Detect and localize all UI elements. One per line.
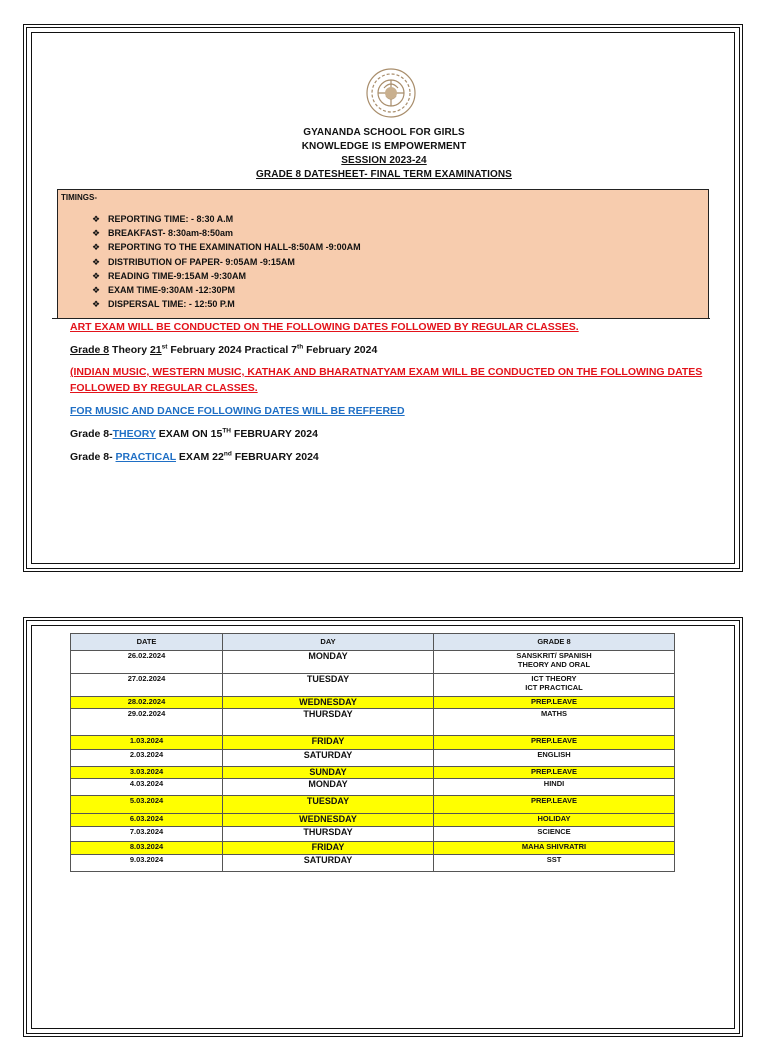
day-cell	[223, 855, 434, 872]
table-row	[71, 651, 675, 674]
day-cell	[223, 827, 434, 842]
subject-cell-text: HOLIDAY	[537, 814, 571, 823]
practical-exam-line	[70, 451, 319, 463]
subject-cell	[434, 736, 675, 750]
date-cell	[71, 842, 223, 855]
table-row	[71, 827, 675, 842]
date-cell-text: 28.02.2024	[127, 697, 166, 706]
school-logo-icon	[364, 66, 418, 120]
date-cell	[71, 709, 223, 736]
date-cell-text: 9.03.2024	[129, 855, 164, 864]
subject-cell-text: ENGLISH	[537, 750, 571, 759]
day-cell-text: TUESDAY	[306, 796, 350, 806]
bullet-icon: ❖	[92, 270, 101, 281]
subject-cell-text: SST	[546, 855, 562, 864]
date-cell-text: 27.02.2024	[127, 674, 166, 683]
subject-cell-text: MAHA SHIVRATRI	[521, 842, 587, 851]
subject-cell-line2: THEORY AND ORAL	[517, 660, 591, 669]
timing-item	[92, 226, 361, 240]
day-cell-text: TUESDAY	[306, 674, 350, 684]
date-cell	[71, 796, 223, 814]
music-dance-notice: FOR MUSIC AND DANCE FOLLOWING DATES WILL BE REFFERED	[70, 405, 405, 417]
subject-cell	[434, 674, 675, 697]
art-practical-month: February 2024	[303, 344, 378, 356]
day-cell-text: FRIDAY	[311, 736, 345, 746]
table-row	[71, 814, 675, 827]
date-cell	[71, 779, 223, 796]
bullet-icon: ❖	[92, 214, 101, 224]
date-cell-text: 7.03.2024	[129, 827, 164, 836]
timing-text: DISTRIBUTION OF PAPER- 9:05AM -9:15AM	[108, 256, 295, 267]
timing-item	[92, 212, 361, 226]
table-row	[71, 842, 675, 855]
table-row	[71, 697, 675, 709]
day-cell-text: THURSDAY	[303, 709, 353, 719]
subject-cell	[434, 827, 675, 842]
datesheet-title: GRADE 8 DATESHEET- FINAL TERM EXAMINATIONS	[256, 169, 512, 180]
music-exam-notice-line1: (INDIAN MUSIC, WESTERN MUSIC, KATHAK AND BHARATNATYAM EXAM WILL BE CONDUCTED ON THE FOLLOWING DATES	[70, 366, 703, 378]
theory-date-suffix: TH	[222, 427, 231, 435]
date-cell	[71, 736, 223, 750]
table-row	[71, 855, 675, 872]
bullet-icon: ❖	[92, 228, 101, 239]
date-cell-text: 1.03.2024	[129, 736, 164, 745]
table-body	[71, 651, 675, 872]
date-cell-text: 3.03.2024	[129, 767, 164, 776]
subject-cell-text: MATHS	[540, 709, 568, 718]
date-cell	[71, 814, 223, 827]
day-cell	[223, 651, 434, 674]
date-cell	[71, 827, 223, 842]
exam-schedule-table	[70, 633, 675, 872]
day-cell	[223, 674, 434, 697]
day-cell-text: MONDAY	[308, 779, 348, 789]
box-corner-right	[700, 318, 710, 319]
timing-text: REPORTING TO THE EXAMINATION HALL-8:50AM -9:00AM	[108, 242, 361, 253]
date-cell-text: 26.02.2024	[127, 651, 166, 660]
header-day: DAY	[223, 634, 434, 651]
timing-text: BREAKFAST- 8:30am-8:50am	[108, 228, 234, 239]
date-cell	[71, 674, 223, 697]
box-corner-left	[52, 318, 62, 319]
date-cell-text: 2.03.2024	[129, 750, 164, 759]
table-row	[71, 750, 675, 767]
table-header-row	[71, 634, 675, 651]
subject-cell	[434, 796, 675, 814]
art-grade-label: Grade 8	[70, 344, 110, 356]
theory-grade: Grade 8-	[70, 428, 113, 440]
theory-exam-line	[70, 428, 318, 440]
date-cell-text: 6.03.2024	[129, 814, 164, 823]
subject-cell	[434, 767, 675, 779]
practical-grade: Grade 8-	[70, 451, 116, 463]
school-name: GYANANDA SCHOOL FOR GIRLS	[303, 127, 465, 138]
header-grade: GRADE 8	[434, 634, 675, 651]
practical-month: FEBRUARY 2024	[231, 451, 319, 463]
session-label: SESSION 2023-24	[341, 155, 427, 166]
art-theory-day: 21	[149, 344, 162, 356]
day-cell	[223, 709, 434, 736]
theory-link[interactable]: THEORY	[112, 428, 156, 440]
table-row	[71, 796, 675, 814]
timing-text: DISPERSAL TIME: - 12:50 P.M	[108, 299, 235, 310]
art-theory-suffix: st	[161, 343, 168, 351]
date-cell-text: 29.02.2024	[127, 709, 166, 718]
subject-cell-text: HINDI	[543, 779, 565, 788]
timing-text: REPORTING TIME: - 8:30 A.M	[108, 214, 234, 224]
subject-cell-text: PREP.LEAVE	[531, 697, 577, 706]
theory-date-text: EXAM ON 15	[155, 428, 223, 440]
day-cell	[223, 697, 434, 709]
day-cell-text: WEDNESDAY	[299, 697, 357, 707]
bullet-icon: ❖	[92, 284, 101, 295]
bullet-icon: ❖	[92, 256, 101, 267]
school-motto: KNOWLEDGE IS EMPOWERMENT	[301, 141, 467, 152]
day-cell-text: MONDAY	[308, 651, 348, 661]
practical-date-text: EXAM 22	[176, 451, 224, 463]
day-cell	[223, 842, 434, 855]
subject-cell-text: SANSKRIT/ SPANISH	[516, 651, 592, 660]
header-date: DATE	[71, 634, 223, 651]
date-cell	[71, 767, 223, 779]
date-cell	[71, 697, 223, 709]
subject-cell	[434, 814, 675, 827]
subject-cell-line2: ICT PRACTICAL	[525, 683, 583, 692]
art-exam-notice: ART EXAM WILL BE CONDUCTED ON THE FOLLOWING DATES FOLLOWED BY REGULAR CLASSES.	[70, 321, 579, 333]
subject-cell-text: PREP.LEAVE	[531, 736, 577, 745]
date-cell-text: 4.03.2024	[129, 779, 164, 788]
timings-box	[57, 189, 709, 319]
date-cell-text: 8.03.2024	[129, 842, 164, 851]
practical-date-suffix: nd	[223, 450, 232, 458]
timing-item	[92, 297, 361, 311]
art-practical-text: February 2024 Practical 7	[167, 344, 298, 356]
timings-list	[92, 212, 361, 311]
day-cell-text: SATURDAY	[303, 855, 353, 865]
day-cell	[223, 750, 434, 767]
practical-link[interactable]: PRACTICAL	[115, 451, 177, 463]
subject-cell-text: SCIENCE	[537, 827, 571, 836]
subject-cell-text: ICT THEORY	[531, 674, 577, 683]
date-cell	[71, 750, 223, 767]
timing-item	[92, 269, 361, 283]
art-exam-dates	[70, 344, 377, 356]
day-cell-text: FRIDAY	[311, 842, 345, 852]
timing-text: READING TIME-9:15AM -9:30AM	[108, 270, 247, 281]
day-cell	[223, 814, 434, 827]
timing-item	[92, 240, 361, 254]
date-cell	[71, 855, 223, 872]
subject-cell	[434, 651, 675, 674]
date-cell	[71, 651, 223, 674]
day-cell	[223, 779, 434, 796]
day-cell	[223, 796, 434, 814]
day-cell	[223, 736, 434, 750]
bullet-icon: ❖	[92, 299, 101, 310]
day-cell-text: SATURDAY	[303, 750, 353, 760]
timing-item	[92, 255, 361, 269]
theory-month: FEBRUARY 2024	[231, 428, 318, 440]
timing-text: EXAM TIME-9:30AM -12:30PM	[108, 284, 236, 295]
music-exam-notice-line2: FOLLOWED BY REGULAR CLASSES.	[70, 382, 258, 394]
day-cell-text: SUNDAY	[309, 767, 347, 777]
table-row	[71, 767, 675, 779]
subject-cell	[434, 709, 675, 736]
table-row	[71, 736, 675, 750]
subject-cell-text: PREP.LEAVE	[531, 796, 577, 805]
timings-title: TIMINGS-	[61, 193, 97, 202]
subject-cell	[434, 779, 675, 796]
day-cell-text: WEDNESDAY	[299, 814, 357, 824]
table-row	[71, 709, 675, 736]
timing-item	[92, 283, 361, 297]
day-cell-text: THURSDAY	[303, 827, 353, 837]
date-cell-text: 5.03.2024	[129, 796, 164, 805]
table-row	[71, 779, 675, 796]
day-cell	[223, 767, 434, 779]
art-theory-text: Theory	[112, 344, 150, 356]
bullet-icon: ❖	[92, 242, 101, 253]
subject-cell	[434, 842, 675, 855]
subject-cell	[434, 855, 675, 872]
subject-cell	[434, 697, 675, 709]
subject-cell-text: PREP.LEAVE	[531, 767, 577, 776]
table-row	[71, 674, 675, 697]
subject-cell	[434, 750, 675, 767]
art-practical-suffix: th	[297, 343, 304, 351]
